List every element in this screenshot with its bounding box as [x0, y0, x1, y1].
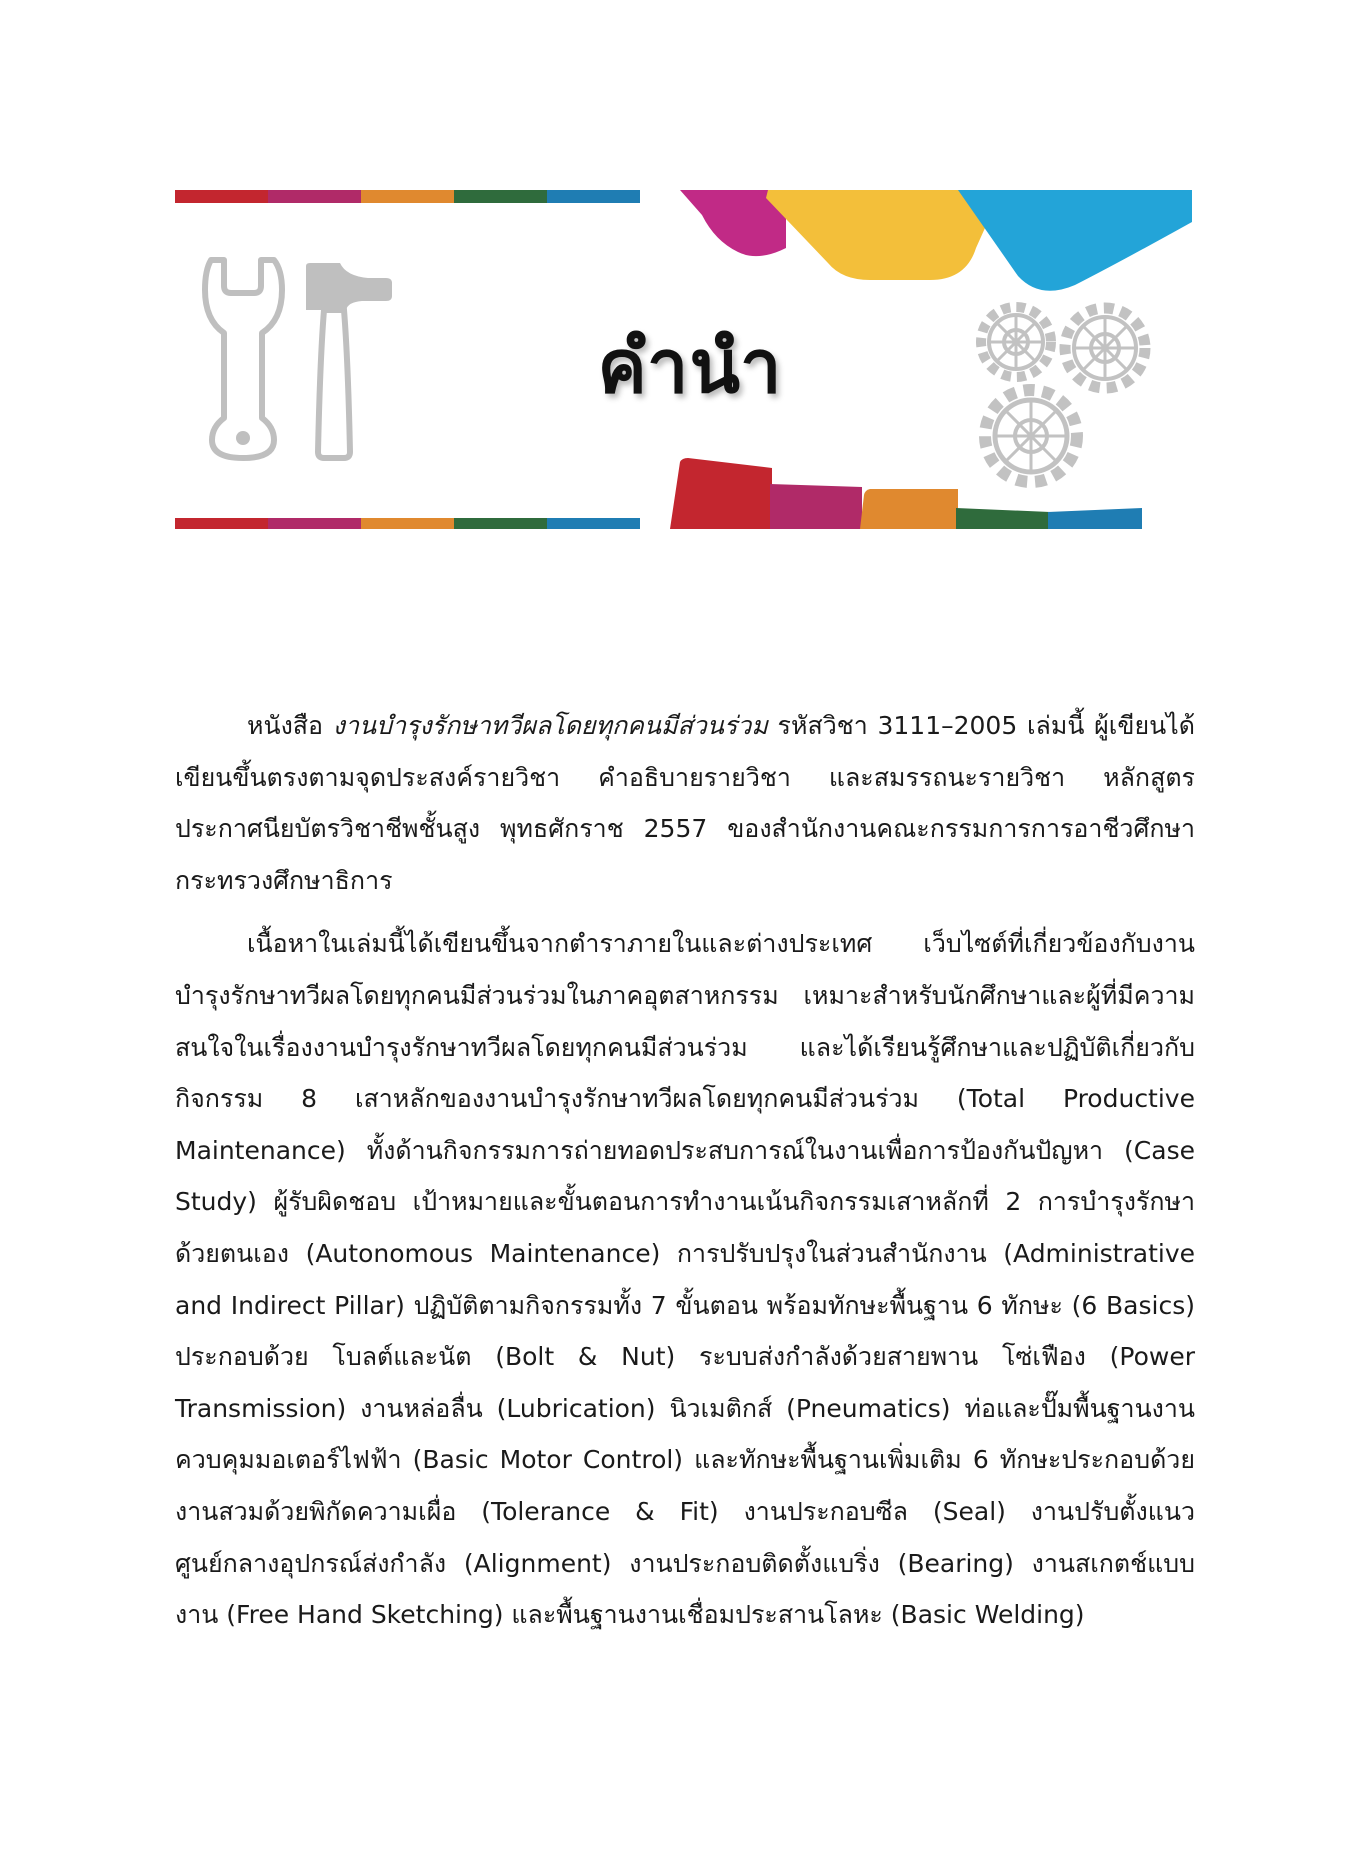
preface-body	[175, 700, 1195, 1641]
header-banner	[0, 0, 1349, 560]
page-title: คำนำ	[597, 324, 783, 410]
paragraph-2: เนื้อหาในเล่มนี้ได้เขียนขึ้นจากตำราภายในและต่างประเทศ เว็บไซต์ที่เกี่ยวข้องกับงานบำรุงรักษาทวีผลโดยทุกคนมีส่วนร่วมในภาคอุตสาหกรรม เหมาะสำหรับนักศึกษาและผู้ที่มีความสนใจในเรื่องงานบำรุงรักษาทวีผลโดยทุกคนมีส่วนร่วม และได้เรียนรู้ศึกษาและปฏิบัติเกี่ยวกับกิจกรรม 8 เสาหลักของงานบำรุงรักษาทวีผลโดยทุกคนมีส่วนร่วม (Total Productive Maintenance) ทั้งด้านกิจกรรมการถ่ายทอดประสบการณ์ในงานเพื่อการป้องกันปัญหา (Case Study) ผู้รับผิดชอบ เป้าหมายและขั้นตอนการทำงานเน้นกิจกรรมเสาหลักที่ 2 การบำรุงรักษาด้วยตนเอง (Autonomous Maintenance) การปรับปรุงในส่วนสำนักงาน (Administrative and Indirect Pillar) ปฏิบัติตามกิจกรรมทั้ง 7 ขั้นตอน พร้อมทักษะพื้นฐาน 6 ทักษะ (6 Basics) ประกอบด้วย โบลต์และนัต (Bolt & Nut) ระบบส่งกำลังด้วยสายพาน โซ่เฟือง (Power Transmission) งานหล่อลื่น (Lubrication) นิวเมติกส์ (Pneumatics) ท่อและปั๊มพื้นฐานงานควบคุมมอเตอร์ไฟฟ้า (Basic Motor Control) และทักษะพื้นฐานเพิ่มเติม 6 ทักษะประกอบด้วยงานสวมด้วยพิกัดความเผื่อ (Tolerance & Fit) งานประกอบซีล (Seal) งานปรับตั้งแนวศูนย์กลางอุปกรณ์ส่งกำลัง (Alignment) งานประกอบติดตั้งแบริ่ง (Bearing) งานสเกตช์แบบงาน (Free Hand Sketching) และพื้นฐานงานเชื่อมประสานโลหะ (Basic Welding)	[175, 929, 1195, 1630]
paragraph-1-lead: หนังสือ	[247, 711, 333, 740]
top-color-stripe	[175, 190, 640, 203]
paragraph-1	[175, 700, 1195, 906]
corner-shapes	[680, 190, 1192, 291]
bottom-color-stripe	[175, 518, 640, 529]
gear-icon	[981, 307, 1145, 482]
book-title: งานบำรุงรักษาทวีผลโดยทุกคนมีส่วนร่วม	[332, 711, 768, 740]
wrench-icon	[205, 260, 282, 458]
paragraph-1-rest: รหัสวิชา 3111–2005 เล่มนี้ ผู้เขียนได้เขียนขึ้นตรงตามจุดประสงค์รายวิชา คำอธิบายรายวิชา และสมรรถนะรายวิชา หลักสูตรประกาศนียบัตรวิชาชีพชั้นสูง พุทธศักราช 2557 ของสำนักงานคณะกรรมการการอาชีวศึกษา กระทรวงศึกษาธิการ	[175, 711, 1195, 895]
hammer-icon	[306, 263, 392, 458]
bottom-step-bars	[670, 458, 1142, 529]
